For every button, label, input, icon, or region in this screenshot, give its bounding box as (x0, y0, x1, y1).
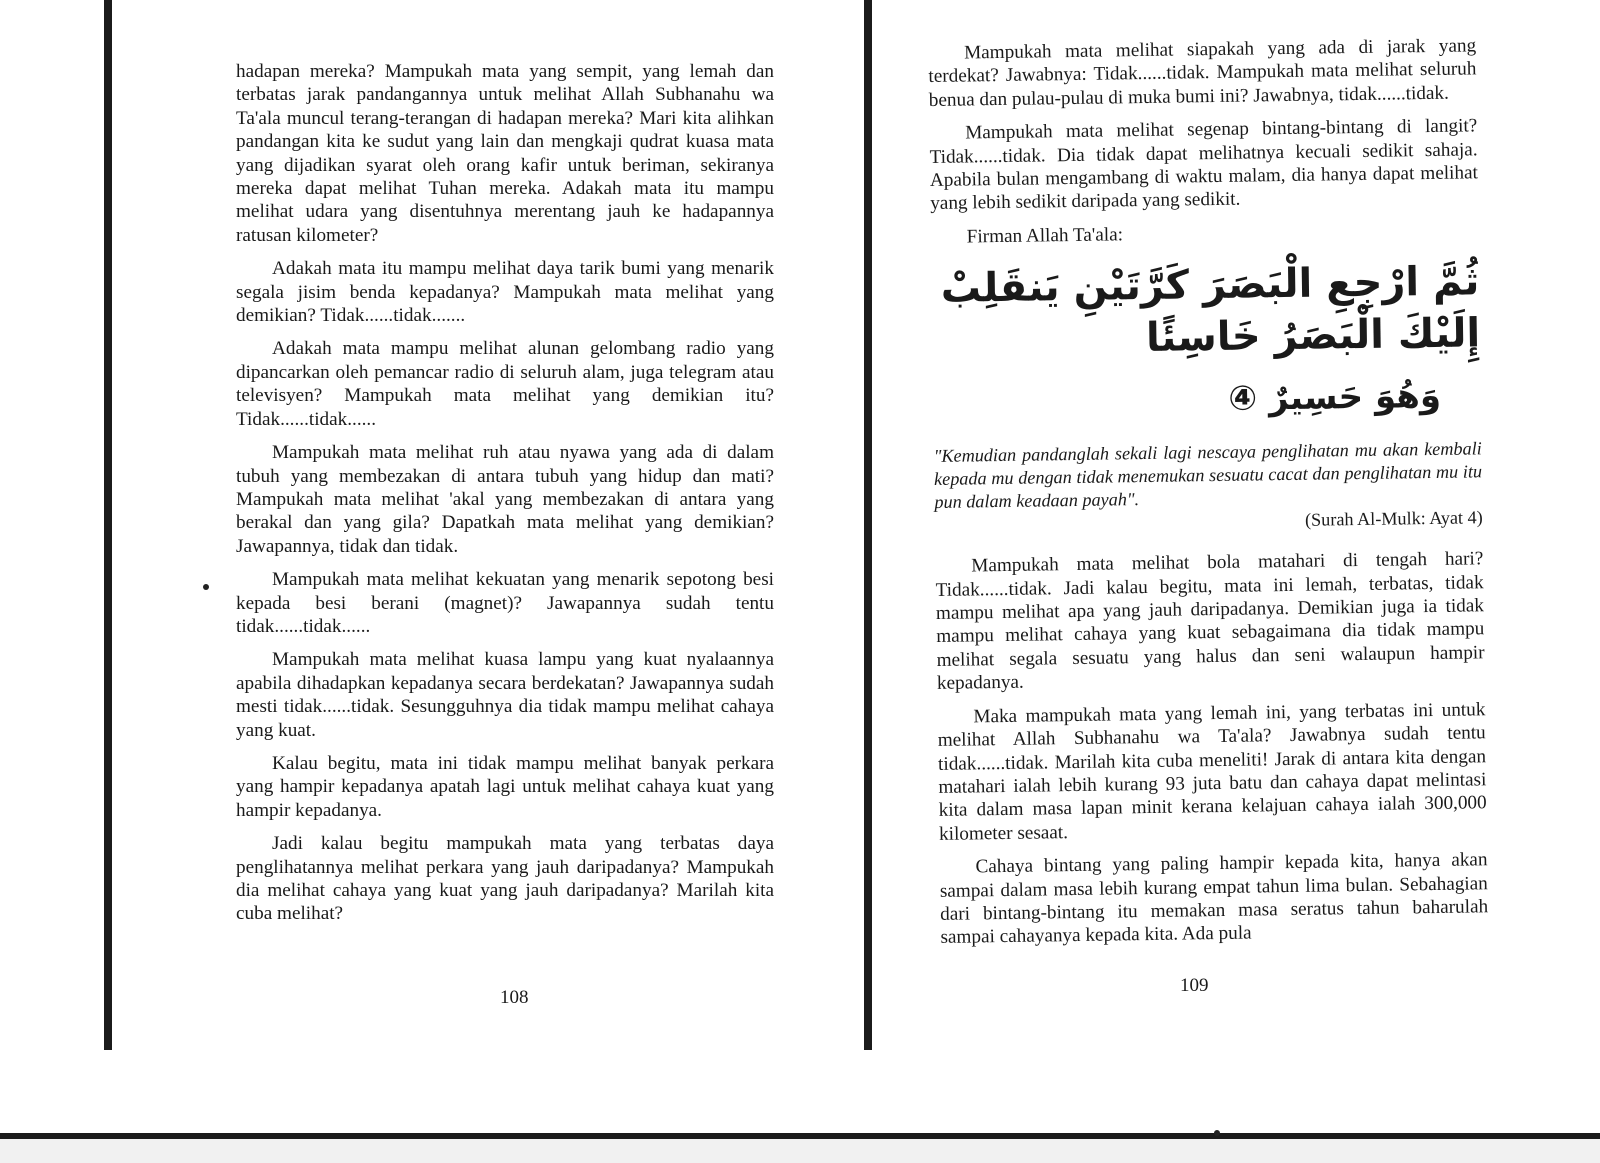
paragraph: Mampukah mata melihat ruh atau nyawa yang ada di dalam tubuh yang membezakan di antara tubuh yang hidup dan mati? Mampukah mata melihat 'akal yang membezakan di antara yang berakal dan yang gila? Dapatkah mata melihat yang demikian? Jawapannya, tidak dan tidak. (236, 442, 774, 557)
paragraph: Mampukah mata melihat segenap bintang-bintang di langit? Tidak......tidak. Dia tidak dapat melihatnya kecuali sedikit sahaja. Apabila bulan mengambang di waktu malam, dia hanya dapat melihat yang lebih sedikit daripada yang sedikit. (929, 115, 1479, 215)
left-page (236, 60, 774, 1020)
page-number: 109 (1180, 975, 1209, 996)
paragraph: Jadi kalau begitu mampukah mata yang terbatas daya penglihatannya melihat perkara yang jauh daripadanya? Mampukah dia melihat cahaya yang kuat yang jauh daripadanya? Marilah kita cuba melihat? (236, 833, 774, 925)
page-speck (203, 584, 209, 590)
quran-verse-arabic: ثُمَّ ارْجِعِ الْبَصَرَ كَرَّتَيْنِ يَنقَلِبْ إِلَيْكَ الْبَصَرُ خَاسِئًا (940, 258, 1481, 362)
paragraph: Maka mampukah mata yang lemah ini, yang terbatas ini untuk melihat Allah Subhanahu wa Ta'ala? Jawabnya sudah tentu tidak......tidak. Marilah kita cuba meneliti! Jarak di antara kita dengan matahari ialah lebih kurang 93 juta batu dan cahaya dapat melintasi kita dalam masa lapan minit kerana kelajuan cahaya ialah 300,000 kilometer sesaat. (937, 698, 1487, 845)
paragraph: Mampukah mata melihat bola matahari di tengah hari? Tidak......tidak. Jadi kalau begitu, mata ini lemah, terbatas, tidak mampu melihat apa yang jauh daripadanya. Demikian juga ia tidak mampu melihat cahaya yang kuat sebagaimana dia tidak mampu melihat segala sesuatu yang halus dan seni walaupun hampir kepadanya. (935, 548, 1485, 695)
paragraph: Adakah mata mampu melihat alunan gelombang radio yang dipancarkan oleh pemancar radio di seluruh alam, juga telegram atau televisyen? Mampukah mata melihat yang demikian itu? Tidak......tidak...... (236, 338, 774, 430)
paragraph: Mampukah mata melihat kekuatan yang menarik sepotong besi kepada besi berani (magnet)? Jawapannya sudah tentu tidak......tidak...... (236, 569, 774, 637)
paragraph: Kalau begitu, mata ini tidak mampu melihat banyak perkara yang hampir kepadanya apatah lagi untuk melihat cahaya kuat yang hampir kepadanya. (236, 752, 774, 821)
binding-edge-left (104, 0, 112, 1050)
scan-margin (0, 1139, 1600, 1163)
page-number: 108 (500, 987, 529, 1008)
paragraph: Adakah mata itu mampu melihat daya tarik bumi yang menarik segala jisim benda kepadanya? Mampukah mata melihat yang demikian? Tidak......tidak....... (236, 258, 774, 327)
paragraph: Mampukah mata melihat siapakah yang ada di jarak yang terdekat? Jawabnya: Tidak......tidak. Mampukah mata melihat seluruh benua dan pulau-pulau di muka bumi ini? Jawabnya, tidak......tidak. (928, 35, 1477, 111)
verse-citation: (Surah Al-Mulk: Ayat 4) (1304, 507, 1483, 531)
paragraph: Mampukah mata melihat kuasa lampu yang kuat nyalaannya apabila dihadapkan kepadanya secara berdekatan? Jawapannya sudah mesti tidak......tidak. Sesungguhnya dia tidak mampu melihat cahaya yang kuat. (236, 649, 774, 741)
right-page (928, 34, 1489, 1002)
page-speck (1214, 1130, 1220, 1136)
book-gutter (864, 0, 872, 1050)
paragraph: Firman Allah Ta'ala: (966, 224, 1124, 248)
quran-verse-arabic-continued: وَهُوَ حَسِيرٌ ④ (1228, 376, 1442, 420)
paragraph: Cahaya bintang yang paling hampir kepada kita, hanya akan sampai dalam masa lebih kurang empat tahun lima bulan. Sebahagian dari bintang-bintang itu memakan masa seratus tahun baharulah sampai cahayanya kepada kita. Ada pula (939, 849, 1489, 949)
verse-translation: "Kemudian pandanglah sekali lagi nescaya penglihatan mu akan kembali kepada mu dengan tidak menemukan sesuatu cacat dan penglihatan mu itu pun dalam keadaan payah". (933, 438, 1483, 513)
paragraph: hadapan mereka? Mampukah mata yang sempit, yang lemah dan terbatas jarak pandangannya untuk melihat Allah Subhanahu wa Ta'ala muncul terang-terangan di hadapan mereka? Mari kita alihkan pandangan kita ke sudut yang lain dan mengkaji qudrat kuasa mata yang dijadikan syarat oleh orang kafir untuk beriman, sekiranya mereka dapat melihat Tuhan mereka. Adakah mata itu mampu melihat udara yang disentuhnya merentang jauh ke hadapannya ratusan kilometer? (236, 61, 774, 246)
